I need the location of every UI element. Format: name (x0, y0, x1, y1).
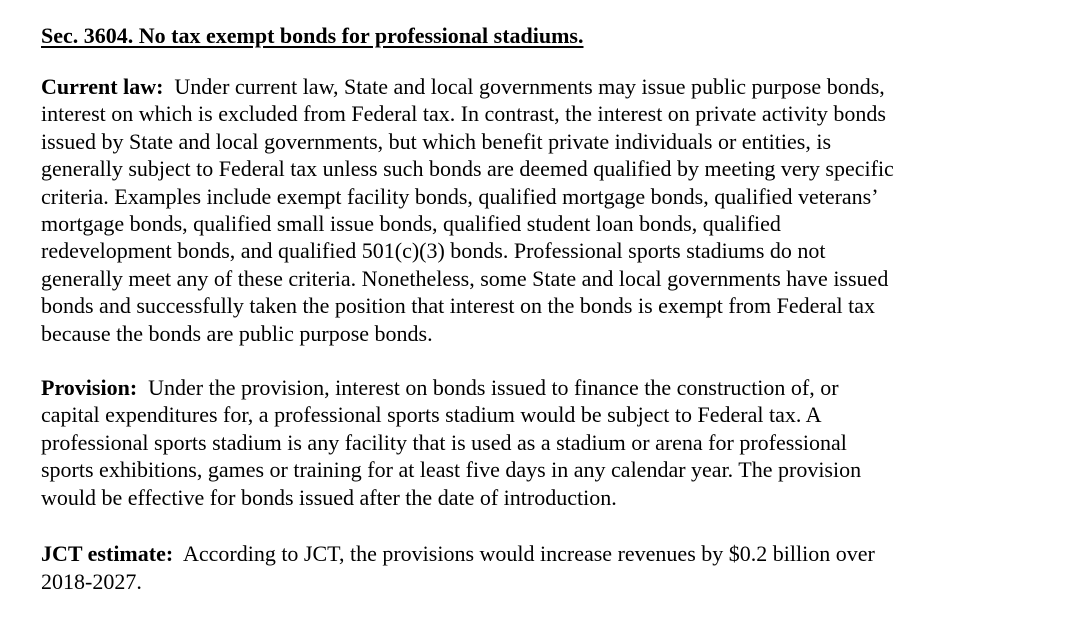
paragraph-line: criteria. Examples include exempt facility bonds, qualified mortgage bonds, qualified veterans’ (41, 183, 879, 209)
paragraph-line: redevelopment bonds, and qualified 501(c)(3) bonds. Professional sports stadiums do not (41, 238, 826, 264)
paragraph-line: because the bonds are public purpose bonds. (41, 320, 433, 346)
provision-label: Provision: (41, 375, 138, 401)
provision-paragraph (41, 374, 1041, 511)
paragraph-line: generally meet any of these criteria. Nonetheless, some State and local governments have issued (41, 265, 889, 291)
paragraph-line: issued by State and local governments, but which benefit private individuals or entities, is (41, 128, 832, 154)
paragraph-line: 2018-2027. (41, 568, 142, 594)
paragraph-line: bonds and successfully taken the position that interest on the bonds is exempt from Federal tax (41, 293, 875, 319)
line-text: According to JCT, the provisions would increase revenues by $0.2 billion over (173, 541, 875, 567)
current-law-label: Current law: (41, 74, 164, 99)
paragraph-line: would be effective for bonds issued after the date of introduction. (41, 484, 617, 510)
jct-estimate-paragraph (41, 540, 1041, 595)
paragraph-line: generally subject to Federal tax unless such bonds are deemed qualified by meeting very specific (41, 156, 894, 182)
paragraph-line: interest on which is excluded from Federal tax. In contrast, the interest on private activity bonds (41, 101, 886, 127)
paragraph-line: capital expenditures for, a professional sports stadium would be subject to Federal tax. A (41, 402, 822, 428)
paragraph-line (41, 73, 1041, 100)
section-heading: Sec. 3604. No tax exempt bonds for professional stadiums. (41, 23, 584, 48)
paragraph-line (41, 540, 1041, 567)
line-text: Under the provision, interest on bonds issued to finance the construction of, or (137, 375, 839, 401)
document-page (41, 22, 1041, 595)
paragraph-line (41, 374, 1041, 401)
current-law-paragraph (41, 73, 1041, 347)
line-text: Under current law, State and local governments may issue public purpose bonds, (163, 74, 885, 99)
paragraph-line: professional sports stadium is any facility that is used as a stadium or arena for professional (41, 429, 847, 455)
paragraph-line: mortgage bonds, qualified small issue bonds, qualified student loan bonds, qualified (41, 211, 781, 237)
jct-estimate-label: JCT estimate: (41, 541, 174, 567)
paragraph-line: sports exhibitions, games or training for at least five days in any calendar year. The provision (41, 457, 862, 483)
